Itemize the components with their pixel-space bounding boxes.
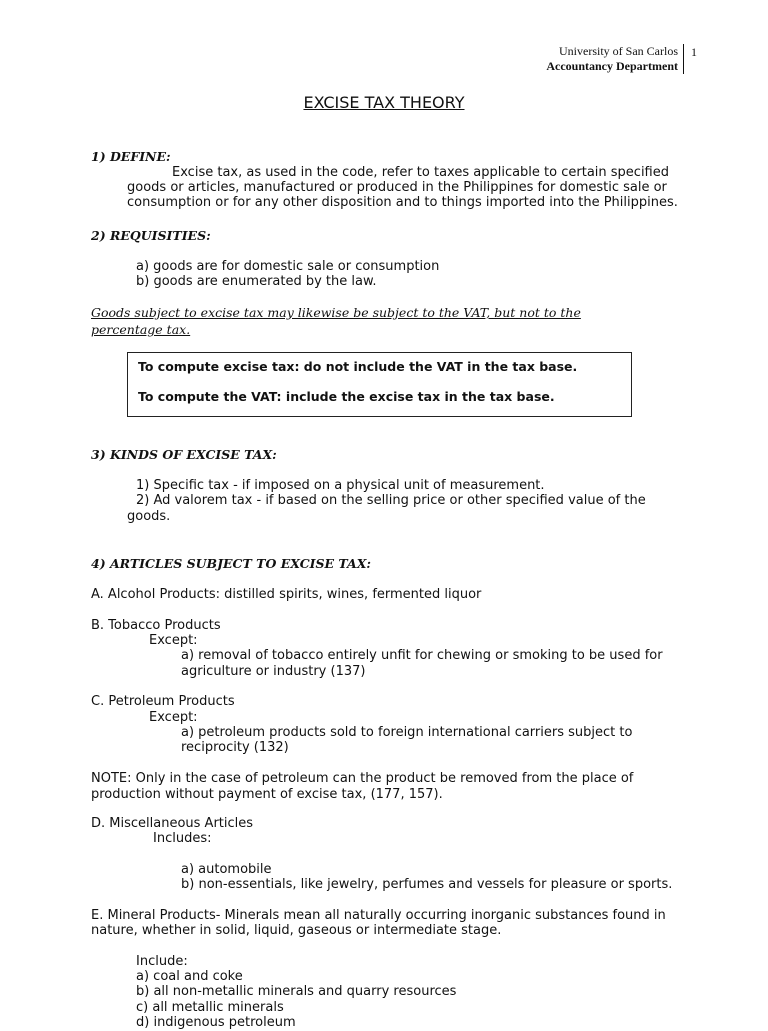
article-misc-includes: Includes: — [153, 831, 212, 846]
article-alcohol: A. Alcohol Products: distilled spirits, wines, fermented liquor — [91, 587, 482, 602]
vat-note-line2: percentage tax. — [91, 322, 191, 337]
article-mineral-line1: E. Mineral Products- Minerals mean all naturally occurring inorganic substances found in — [91, 908, 666, 923]
article-tobacco-item-line1: a) removal of tobacco entirely unfit for chewing or smoking to be used for — [181, 648, 663, 663]
article-mineral-line2: nature, whether in solid, liquid, gaseous or intermediate stage. — [91, 923, 502, 938]
vat-note-line1: Goods subject to excise tax may likewise be subject to the VAT, but not to the — [91, 305, 581, 320]
article-petroleum-except: Except: — [149, 710, 198, 725]
define-text-line1: Excise tax, as used in the code, refer to taxes applicable to certain specified — [172, 165, 669, 180]
article-petroleum-item-line2: reciprocity (132) — [181, 740, 289, 755]
article-tobacco-title: B. Tobacco Products — [91, 618, 221, 633]
article-mineral-include: Include: — [136, 954, 188, 969]
section-kinds-heading: 3) KINDS OF EXCISE TAX: — [91, 447, 277, 462]
header-department: Accountancy Department — [546, 59, 678, 73]
section-articles-heading: 4) ARTICLES SUBJECT TO EXCISE TAX: — [91, 556, 372, 571]
section-define-heading: 1) DEFINE: — [91, 149, 171, 164]
header-divider — [683, 44, 684, 74]
define-text-line3: consumption or for any other disposition and to things imported into the Philippines. — [127, 195, 678, 210]
article-mineral-item: a) coal and coke — [136, 969, 243, 984]
article-tobacco-except: Except: — [149, 633, 198, 648]
computation-box — [127, 352, 632, 417]
page-number: 1 — [691, 45, 697, 59]
box-line-vat: To compute the VAT: include the excise tax in the tax base. — [138, 389, 555, 404]
kinds-item-specific: 1) Specific tax - if imposed on a physical unit of measurement. — [136, 478, 545, 493]
petroleum-note-line2: production without payment of excise tax, (177, 157). — [91, 787, 443, 802]
requisite-item: a) goods are for domestic sale or consumption — [136, 259, 440, 274]
define-text-line2: goods or articles, manufactured or produced in the Philippines for domestic sale or — [127, 180, 667, 195]
article-mineral-item: d) indigenous petroleum — [136, 1015, 296, 1030]
page-title: EXCISE TAX THEORY — [303, 93, 465, 112]
kinds-item-advalorem-line1: 2) Ad valorem tax - if based on the selling price or other specified value of the — [136, 493, 646, 508]
kinds-item-advalorem-line2: goods. — [127, 509, 171, 524]
article-misc-item: b) non-essentials, like jewelry, perfumes and vessels for pleasure or sports. — [181, 877, 673, 892]
section-requisites-heading: 2) REQUISITIES: — [91, 228, 211, 243]
requisite-item: b) goods are enumerated by the law. — [136, 274, 377, 289]
article-petroleum-title: C. Petroleum Products — [91, 694, 235, 709]
petroleum-note-line1: NOTE: Only in the case of petroleum can the product be removed from the place of — [91, 771, 634, 786]
article-misc-item: a) automobile — [181, 862, 272, 877]
header-institution: University of San Carlos — [559, 44, 678, 58]
article-tobacco-item-line2: agriculture or industry (137) — [181, 664, 366, 679]
article-petroleum-item-line1: a) petroleum products sold to foreign international carriers subject to — [181, 725, 633, 740]
box-line-excise: To compute excise tax: do not include the VAT in the tax base. — [138, 359, 578, 374]
article-mineral-item: b) all non-metallic minerals and quarry resources — [136, 984, 457, 999]
article-misc-title: D. Miscellaneous Articles — [91, 816, 254, 831]
article-mineral-item: c) all metallic minerals — [136, 1000, 284, 1015]
